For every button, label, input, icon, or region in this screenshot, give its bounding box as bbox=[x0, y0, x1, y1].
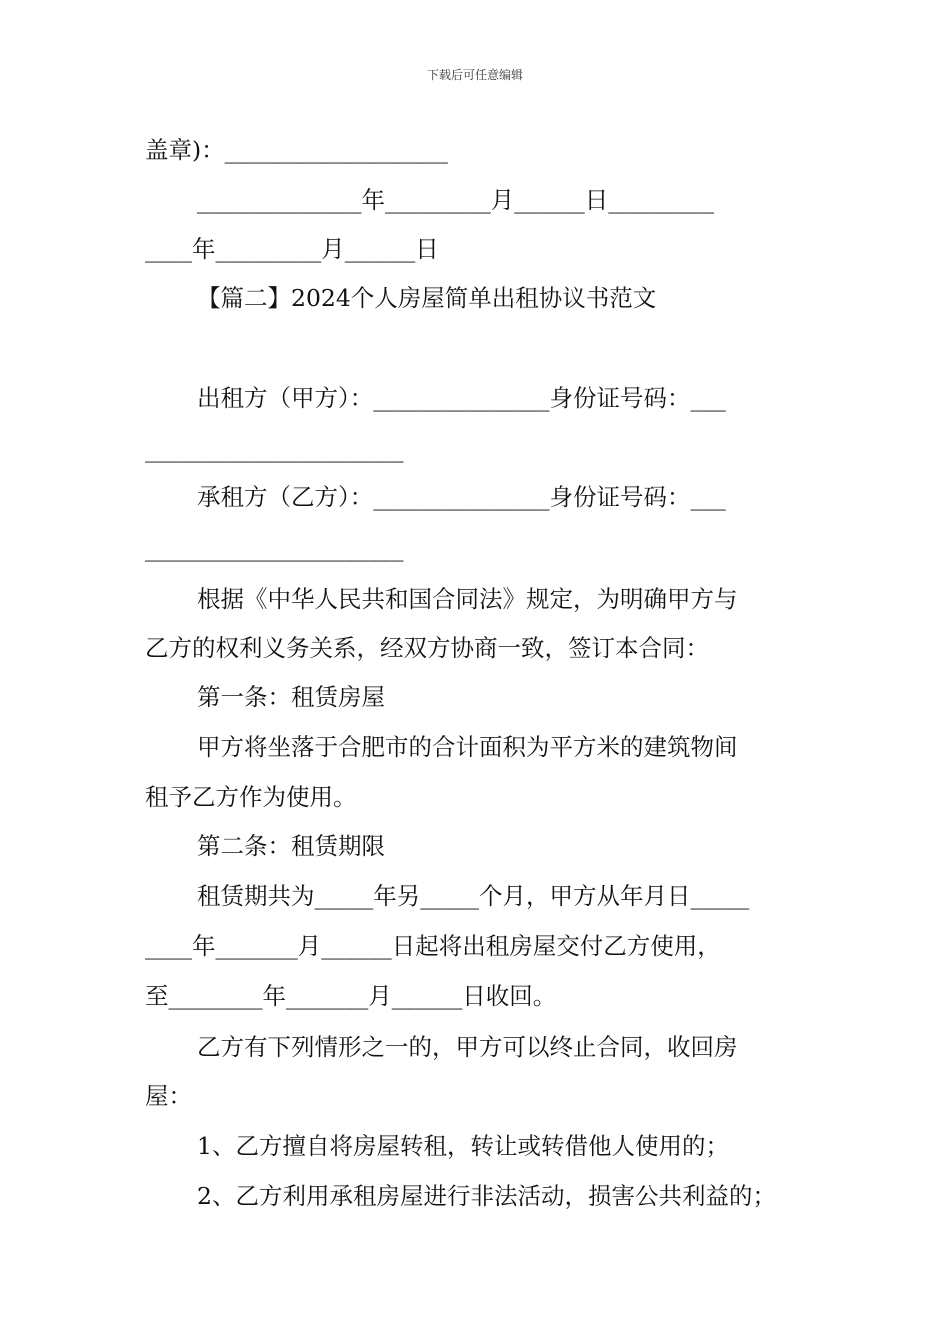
lessor-id-continuation: ______________________ bbox=[145, 435, 404, 463]
date-line-continued: ____年_________月______日 bbox=[145, 235, 439, 263]
article-2-text-1: 租赁期共为_____年另_____个月，甲方从年月日_____ bbox=[197, 882, 750, 910]
page-header-note: 下载后可任意编辑 bbox=[426, 68, 523, 82]
seal-signature-line: 盖章)：___________________ bbox=[145, 136, 448, 164]
article-1-text-1: 甲方将坐落于合肥市的合计面积为平方米的建筑物间 bbox=[197, 733, 738, 761]
preamble-line-2: 乙方的权利义务关系，经双方协商一致，签订本合同： bbox=[145, 634, 709, 662]
date-line: ______________年_________月______日_________ bbox=[197, 186, 714, 214]
article-2-text-2: ____年_______月______日起将出租房屋交付乙方使用， bbox=[145, 932, 721, 960]
lessee-line: 承租方（乙方）：_______________身份证号码：___ bbox=[197, 483, 726, 511]
termination-intro-1: 乙方有下列情形之一的，甲方可以终止合同，收回房 bbox=[197, 1033, 738, 1061]
termination-item-1: 1、乙方擅自将房屋转租，转让或转借他人使用的； bbox=[197, 1132, 729, 1160]
section-title: 【篇二】2024个人房屋简单出租协议书范文 bbox=[197, 284, 657, 312]
article-2-text-3: 至________年_______月______日收回。 bbox=[145, 982, 557, 1010]
lessee-id-continuation: ______________________ bbox=[145, 534, 404, 562]
termination-intro-2: 屋： bbox=[145, 1082, 192, 1110]
lessor-line: 出租方（甲方）：_______________身份证号码：___ bbox=[197, 384, 726, 412]
termination-item-2: 2、乙方利用承租房屋进行非法活动，损害公共利益的； bbox=[197, 1182, 776, 1210]
preamble-line-1: 根据《中华人民共和国合同法》规定，为明确甲方与 bbox=[197, 585, 738, 613]
article-1-heading: 第一条：租赁房屋 bbox=[197, 683, 385, 711]
article-1-text-2: 租予乙方作为使用。 bbox=[145, 783, 357, 811]
article-2-heading: 第二条：租赁期限 bbox=[197, 832, 385, 860]
